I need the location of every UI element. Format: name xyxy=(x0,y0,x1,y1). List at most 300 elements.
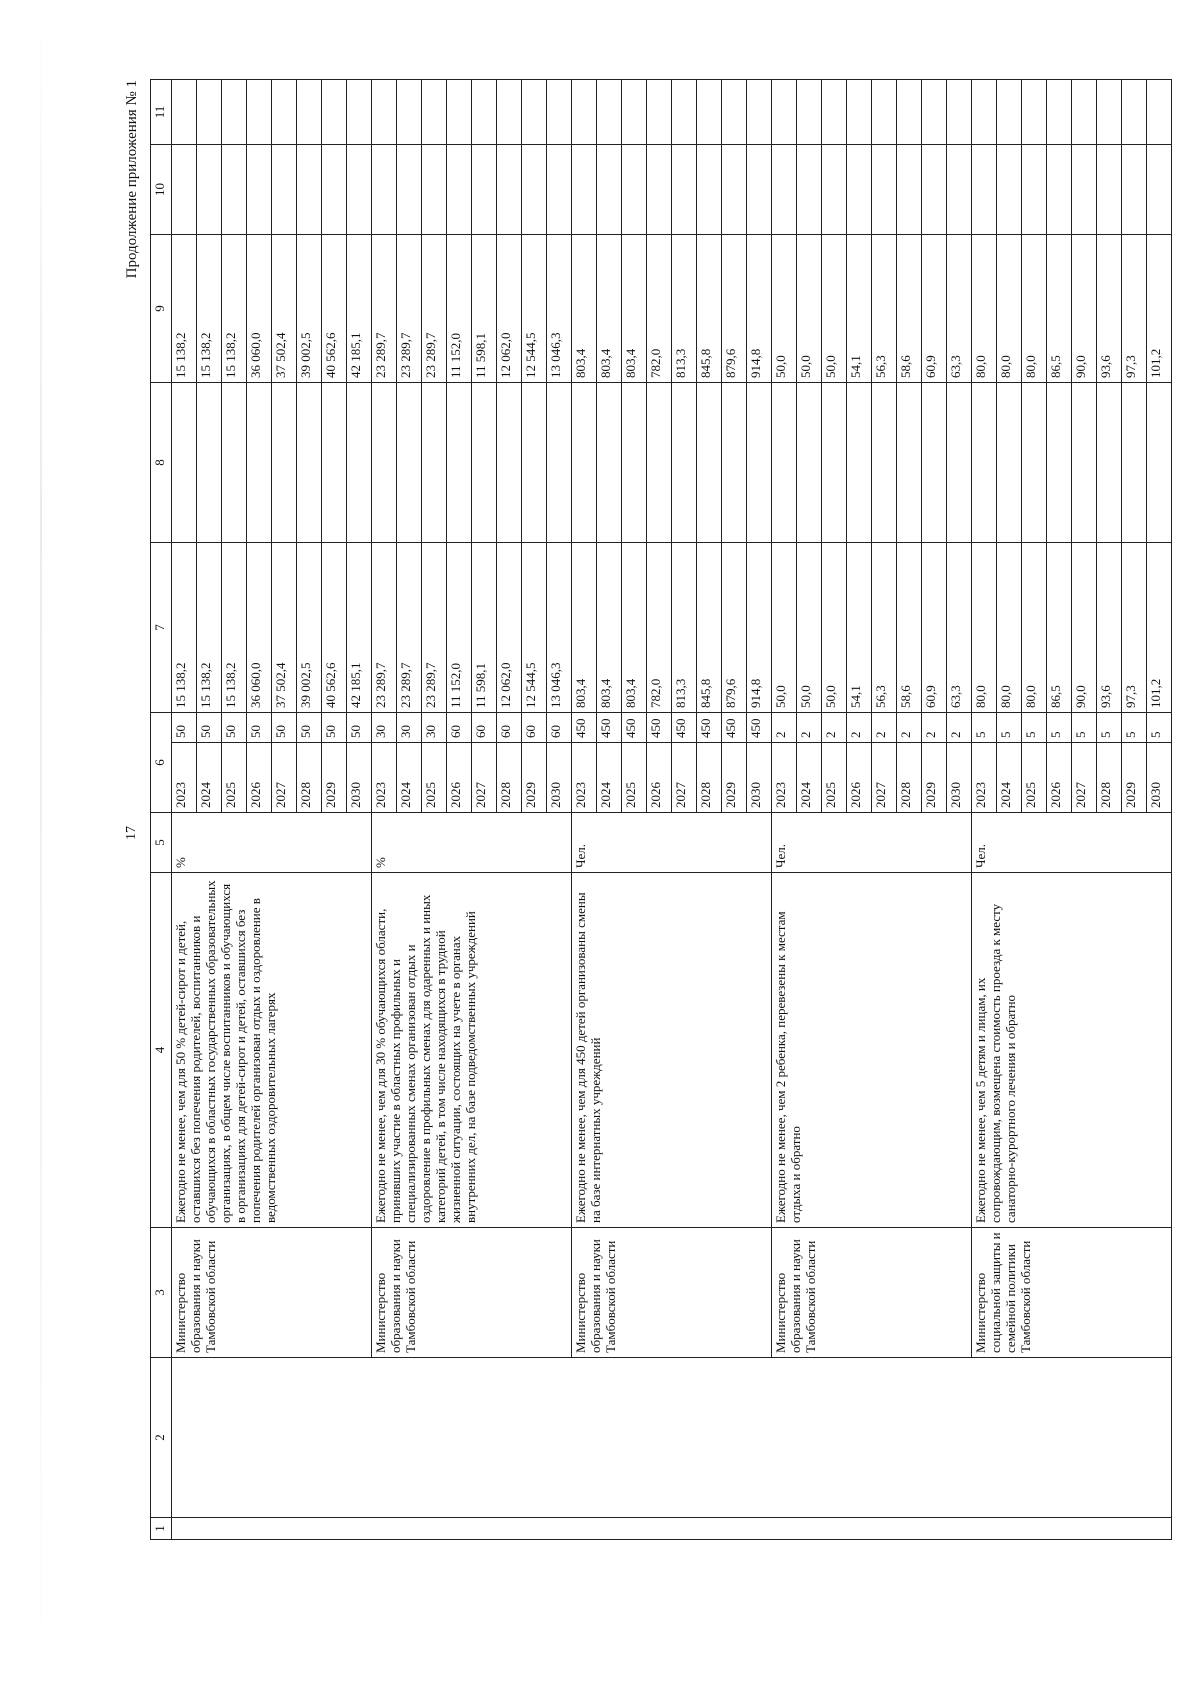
year-cell: 2030 xyxy=(1147,743,1172,813)
regional-funding-cell: 101,2 xyxy=(1147,235,1172,383)
regional-funding-cell: 40 562,6 xyxy=(322,235,347,383)
federal-funding-cell xyxy=(797,383,822,543)
target-value-cell: 2 xyxy=(772,713,797,743)
regional-funding-cell: 914,8 xyxy=(747,235,772,383)
other-funding-cell xyxy=(772,80,797,145)
target-value-cell: 50 xyxy=(197,713,222,743)
total-funding-cell: 80,0 xyxy=(972,543,997,713)
target-value-cell: 5 xyxy=(1097,713,1122,743)
federal-funding-cell xyxy=(372,383,397,543)
col-header-7: 7 xyxy=(151,543,172,713)
year-cell: 2026 xyxy=(847,743,872,813)
other-funding-cell xyxy=(322,80,347,145)
regional-funding-cell: 80,0 xyxy=(1022,235,1047,383)
federal-funding-cell xyxy=(697,383,722,543)
total-funding-cell: 11 152,0 xyxy=(447,543,472,713)
regional-funding-cell: 63,3 xyxy=(947,235,972,383)
total-funding-cell: 93,6 xyxy=(1097,543,1122,713)
col-header-4: 4 xyxy=(151,873,172,1228)
local-funding-cell xyxy=(972,145,997,235)
target-value-cell: 50 xyxy=(297,713,322,743)
regional-funding-cell: 50,0 xyxy=(772,235,797,383)
total-funding-cell: 56,3 xyxy=(872,543,897,713)
local-funding-cell xyxy=(472,145,497,235)
local-funding-cell xyxy=(647,145,672,235)
indicator-text: Ежегодно не менее, чем для 50 % детей-сирот и детей, оставшихся без попечения родителей, воспитанников и обучающихся в областных государственных образовательных организациях, в общем числе воспитанников и обучающихся в организациях для детей-сирот и детей, оставшихся без попечения родителей организован отдых и оздоровление в ведомственных оздоровительных лагерях xyxy=(172,873,372,1228)
local-funding-cell xyxy=(872,145,897,235)
regional-funding-cell: 23 289,7 xyxy=(422,235,447,383)
other-funding-cell xyxy=(172,80,197,145)
federal-funding-cell xyxy=(197,383,222,543)
other-funding-cell xyxy=(1122,80,1147,145)
target-value-cell: 60 xyxy=(497,713,522,743)
local-funding-cell xyxy=(547,145,572,235)
total-funding-cell: 63,3 xyxy=(947,543,972,713)
table-row xyxy=(372,80,397,1540)
indicator-text: Ежегодно не менее, чем 5 детям и лицам, их сопровождающим, возмещена стоимость проезда к месту санаторно-курортного лечения и обратно xyxy=(972,873,1172,1228)
target-value-cell: 2 xyxy=(822,713,847,743)
regional-funding-cell: 50,0 xyxy=(822,235,847,383)
regional-funding-cell: 37 502,4 xyxy=(272,235,297,383)
total-funding-cell: 36 060,0 xyxy=(247,543,272,713)
federal-funding-cell xyxy=(622,383,647,543)
total-funding-cell: 803,4 xyxy=(622,543,647,713)
year-cell: 2025 xyxy=(822,743,847,813)
other-funding-cell xyxy=(572,80,597,145)
responsible-org: Министерство социальной защиты и семейной политики Тамбовской области xyxy=(972,1228,1172,1358)
other-funding-cell xyxy=(222,80,247,145)
continuation-note: Продолжение приложения № 1 xyxy=(124,80,140,279)
total-funding-cell: 11 598,1 xyxy=(472,543,497,713)
year-cell: 2025 xyxy=(222,743,247,813)
local-funding-cell xyxy=(1147,145,1172,235)
target-value-cell: 30 xyxy=(422,713,447,743)
total-funding-cell: 40 562,6 xyxy=(322,543,347,713)
unit-cell: Чел. xyxy=(972,813,1172,873)
other-funding-cell xyxy=(922,80,947,145)
federal-funding-cell xyxy=(347,383,372,543)
year-cell: 2024 xyxy=(797,743,822,813)
col-header-8: 8 xyxy=(151,383,172,543)
regional-funding-cell: 60,9 xyxy=(922,235,947,383)
target-value-cell: 30 xyxy=(372,713,397,743)
regional-funding-cell: 803,4 xyxy=(572,235,597,383)
other-funding-cell xyxy=(247,80,272,145)
local-funding-cell xyxy=(497,145,522,235)
table-row xyxy=(572,80,597,1540)
federal-funding-cell xyxy=(447,383,472,543)
local-funding-cell xyxy=(297,145,322,235)
regional-funding-cell: 90,0 xyxy=(1072,235,1097,383)
federal-funding-cell xyxy=(847,383,872,543)
regional-funding-cell: 11 152,0 xyxy=(447,235,472,383)
header-row xyxy=(151,80,172,1540)
table-row xyxy=(772,80,797,1540)
year-cell: 2026 xyxy=(647,743,672,813)
year-cell: 2029 xyxy=(522,743,547,813)
regional-funding-cell: 15 138,2 xyxy=(172,235,197,383)
regional-funding-cell: 12 544,5 xyxy=(522,235,547,383)
total-funding-cell: 13 046,3 xyxy=(547,543,572,713)
target-value-cell: 2 xyxy=(872,713,897,743)
target-value-cell: 450 xyxy=(672,713,697,743)
target-value-cell: 2 xyxy=(797,713,822,743)
year-cell: 2023 xyxy=(372,743,397,813)
local-funding-cell xyxy=(422,145,447,235)
federal-funding-cell xyxy=(297,383,322,543)
other-funding-cell xyxy=(697,80,722,145)
regional-funding-cell: 50,0 xyxy=(797,235,822,383)
local-funding-cell xyxy=(997,145,1022,235)
year-cell: 2028 xyxy=(497,743,522,813)
regional-funding-cell: 86,5 xyxy=(1047,235,1072,383)
local-funding-cell xyxy=(947,145,972,235)
regional-funding-cell: 11 598,1 xyxy=(472,235,497,383)
responsible-org: Министерство образования и науки Тамбовской области xyxy=(172,1228,372,1358)
other-funding-cell xyxy=(447,80,472,145)
target-value-cell: 2 xyxy=(947,713,972,743)
federal-funding-cell xyxy=(947,383,972,543)
year-cell: 2029 xyxy=(722,743,747,813)
federal-funding-cell xyxy=(222,383,247,543)
federal-funding-cell xyxy=(872,383,897,543)
table-row xyxy=(972,80,997,1540)
year-cell: 2026 xyxy=(1047,743,1072,813)
table-row xyxy=(172,80,197,1540)
federal-funding-cell xyxy=(747,383,772,543)
year-cell: 2024 xyxy=(397,743,422,813)
year-cell: 2029 xyxy=(322,743,347,813)
target-value-cell: 450 xyxy=(597,713,622,743)
total-funding-cell: 914,8 xyxy=(747,543,772,713)
budget-table xyxy=(150,79,1172,1540)
total-funding-cell: 86,5 xyxy=(1047,543,1072,713)
federal-funding-cell xyxy=(672,383,697,543)
total-funding-cell: 97,3 xyxy=(1122,543,1147,713)
indicator-text: Ежегодно не менее, чем для 30 % обучающихся области, принявших участие в областных профильных и специализированных сменах организован отдых и оздоровление в профильных сменах для одаренных и иных категорий детей, в том числе находящихся в трудной жизненной ситуации, состоящих на учете в органах внутренних дел, на базе подведомственных учреждений xyxy=(372,873,572,1228)
local-funding-cell xyxy=(822,145,847,235)
local-funding-cell xyxy=(1022,145,1047,235)
other-funding-cell xyxy=(972,80,997,145)
scan-edge xyxy=(40,0,42,1697)
local-funding-cell xyxy=(522,145,547,235)
total-funding-cell: 23 289,7 xyxy=(397,543,422,713)
target-value-cell: 60 xyxy=(522,713,547,743)
year-cell: 2028 xyxy=(297,743,322,813)
page-number: 17 xyxy=(124,826,139,840)
local-funding-cell xyxy=(1047,145,1072,235)
local-funding-cell xyxy=(447,145,472,235)
other-funding-cell xyxy=(722,80,747,145)
target-value-cell: 60 xyxy=(547,713,572,743)
year-cell: 2028 xyxy=(697,743,722,813)
other-funding-cell xyxy=(897,80,922,145)
total-funding-cell: 803,4 xyxy=(572,543,597,713)
local-funding-cell xyxy=(1122,145,1147,235)
other-funding-cell xyxy=(597,80,622,145)
regional-funding-cell: 15 138,2 xyxy=(197,235,222,383)
total-funding-cell: 50,0 xyxy=(797,543,822,713)
total-funding-cell: 80,0 xyxy=(997,543,1022,713)
regional-funding-cell: 97,3 xyxy=(1122,235,1147,383)
regional-funding-cell: 845,8 xyxy=(697,235,722,383)
target-value-cell: 50 xyxy=(322,713,347,743)
other-funding-cell xyxy=(847,80,872,145)
year-cell: 2023 xyxy=(772,743,797,813)
local-funding-cell xyxy=(172,145,197,235)
target-value-cell: 450 xyxy=(572,713,597,743)
year-cell: 2027 xyxy=(272,743,297,813)
total-funding-cell: 15 138,2 xyxy=(197,543,222,713)
local-funding-cell xyxy=(222,145,247,235)
federal-funding-cell xyxy=(922,383,947,543)
target-value-cell: 2 xyxy=(922,713,947,743)
year-cell: 2030 xyxy=(547,743,572,813)
other-funding-cell xyxy=(397,80,422,145)
target-value-cell: 2 xyxy=(847,713,872,743)
federal-funding-cell xyxy=(972,383,997,543)
col-header-11: 11 xyxy=(151,80,172,145)
federal-funding-cell xyxy=(272,383,297,543)
year-cell: 2029 xyxy=(922,743,947,813)
target-value-cell: 30 xyxy=(397,713,422,743)
federal-funding-cell xyxy=(647,383,672,543)
col-header-5: 5 xyxy=(151,813,172,873)
rotated-sheet xyxy=(124,80,1163,1540)
unit-cell: Чел. xyxy=(572,813,772,873)
total-funding-cell: 15 138,2 xyxy=(172,543,197,713)
unit-cell: Чел. xyxy=(772,813,972,873)
local-funding-cell xyxy=(847,145,872,235)
total-funding-cell: 23 289,7 xyxy=(422,543,447,713)
local-funding-cell xyxy=(272,145,297,235)
total-funding-cell: 813,3 xyxy=(672,543,697,713)
federal-funding-cell xyxy=(472,383,497,543)
total-funding-cell: 60,9 xyxy=(922,543,947,713)
federal-funding-cell xyxy=(397,383,422,543)
target-value-cell: 5 xyxy=(1047,713,1072,743)
target-value-cell: 50 xyxy=(222,713,247,743)
col-header-1: 1 xyxy=(151,1518,172,1540)
regional-funding-cell: 803,4 xyxy=(622,235,647,383)
total-funding-cell: 879,6 xyxy=(722,543,747,713)
local-funding-cell xyxy=(1072,145,1097,235)
target-value-cell: 5 xyxy=(997,713,1022,743)
responsible-org: Министерство образования и науки Тамбовской области xyxy=(572,1228,772,1358)
regional-funding-cell: 56,3 xyxy=(872,235,897,383)
year-cell: 2025 xyxy=(422,743,447,813)
year-cell: 2023 xyxy=(572,743,597,813)
target-value-cell: 50 xyxy=(272,713,297,743)
regional-funding-cell: 42 185,1 xyxy=(347,235,372,383)
unit-cell: % xyxy=(372,813,572,873)
total-funding-cell: 101,2 xyxy=(1147,543,1172,713)
federal-funding-cell xyxy=(547,383,572,543)
federal-funding-cell xyxy=(1047,383,1072,543)
year-cell: 2030 xyxy=(747,743,772,813)
other-funding-cell xyxy=(672,80,697,145)
target-value-cell: 2 xyxy=(897,713,922,743)
federal-funding-cell xyxy=(722,383,747,543)
target-value-cell: 60 xyxy=(472,713,497,743)
other-funding-cell xyxy=(522,80,547,145)
year-cell: 2025 xyxy=(1022,743,1047,813)
target-value-cell: 450 xyxy=(747,713,772,743)
year-cell: 2029 xyxy=(1122,743,1147,813)
total-funding-cell: 12 544,5 xyxy=(522,543,547,713)
responsible-org: Министерство образования и науки Тамбовской области xyxy=(772,1228,972,1358)
regional-funding-cell: 803,4 xyxy=(597,235,622,383)
responsible-org: Министерство образования и науки Тамбовской области xyxy=(372,1228,572,1358)
target-value-cell: 50 xyxy=(172,713,197,743)
year-cell: 2027 xyxy=(672,743,697,813)
col1-cell xyxy=(172,1518,1172,1540)
year-cell: 2024 xyxy=(597,743,622,813)
total-funding-cell: 58,6 xyxy=(897,543,922,713)
total-funding-cell: 782,0 xyxy=(647,543,672,713)
col-header-3: 3 xyxy=(151,1228,172,1358)
other-funding-cell xyxy=(1047,80,1072,145)
federal-funding-cell xyxy=(772,383,797,543)
local-funding-cell xyxy=(597,145,622,235)
target-value-cell: 5 xyxy=(972,713,997,743)
other-funding-cell xyxy=(372,80,397,145)
regional-funding-cell: 54,1 xyxy=(847,235,872,383)
local-funding-cell xyxy=(797,145,822,235)
col-header-9: 9 xyxy=(151,235,172,383)
federal-funding-cell xyxy=(897,383,922,543)
regional-funding-cell: 36 060,0 xyxy=(247,235,272,383)
local-funding-cell xyxy=(197,145,222,235)
other-funding-cell xyxy=(472,80,497,145)
local-funding-cell xyxy=(897,145,922,235)
total-funding-cell: 15 138,2 xyxy=(222,543,247,713)
regional-funding-cell: 13 046,3 xyxy=(547,235,572,383)
year-cell: 2026 xyxy=(447,743,472,813)
other-funding-cell xyxy=(1097,80,1122,145)
federal-funding-cell xyxy=(422,383,447,543)
other-funding-cell xyxy=(272,80,297,145)
other-funding-cell xyxy=(647,80,672,145)
total-funding-cell: 845,8 xyxy=(697,543,722,713)
regional-funding-cell: 80,0 xyxy=(997,235,1022,383)
year-cell: 2027 xyxy=(872,743,897,813)
target-value-cell: 50 xyxy=(247,713,272,743)
year-cell: 2030 xyxy=(347,743,372,813)
other-funding-cell xyxy=(422,80,447,145)
federal-funding-cell xyxy=(247,383,272,543)
col-header-6: 6 xyxy=(151,713,172,813)
federal-funding-cell xyxy=(497,383,522,543)
indicator-text: Ежегодно не менее, чем для 450 детей организованы смены на базе интернатных учреждений xyxy=(572,873,772,1228)
federal-funding-cell xyxy=(1147,383,1172,543)
target-value-cell: 450 xyxy=(647,713,672,743)
other-funding-cell xyxy=(1147,80,1172,145)
local-funding-cell xyxy=(1097,145,1122,235)
federal-funding-cell xyxy=(172,383,197,543)
year-cell: 2028 xyxy=(1097,743,1122,813)
col2-cell xyxy=(172,1358,1172,1518)
other-funding-cell xyxy=(1072,80,1097,145)
local-funding-cell xyxy=(922,145,947,235)
local-funding-cell xyxy=(672,145,697,235)
local-funding-cell xyxy=(397,145,422,235)
regional-funding-cell: 813,3 xyxy=(672,235,697,383)
regional-funding-cell: 80,0 xyxy=(972,235,997,383)
local-funding-cell xyxy=(372,145,397,235)
regional-funding-cell: 23 289,7 xyxy=(397,235,422,383)
year-cell: 2027 xyxy=(472,743,497,813)
local-funding-cell xyxy=(322,145,347,235)
year-cell: 2024 xyxy=(997,743,1022,813)
federal-funding-cell xyxy=(1122,383,1147,543)
col-header-10: 10 xyxy=(151,145,172,235)
other-funding-cell xyxy=(747,80,772,145)
target-value-cell: 5 xyxy=(1022,713,1047,743)
target-value-cell: 5 xyxy=(1122,713,1147,743)
regional-funding-cell: 879,6 xyxy=(722,235,747,383)
federal-funding-cell xyxy=(1022,383,1047,543)
other-funding-cell xyxy=(822,80,847,145)
federal-funding-cell xyxy=(522,383,547,543)
total-funding-cell: 39 002,5 xyxy=(297,543,322,713)
target-value-cell: 50 xyxy=(347,713,372,743)
year-cell: 2030 xyxy=(947,743,972,813)
local-funding-cell xyxy=(722,145,747,235)
regional-funding-cell: 58,6 xyxy=(897,235,922,383)
other-funding-cell xyxy=(197,80,222,145)
regional-funding-cell: 782,0 xyxy=(647,235,672,383)
unit-cell: % xyxy=(172,813,372,873)
federal-funding-cell xyxy=(322,383,347,543)
year-cell: 2023 xyxy=(972,743,997,813)
local-funding-cell xyxy=(247,145,272,235)
federal-funding-cell xyxy=(997,383,1022,543)
year-cell: 2023 xyxy=(172,743,197,813)
total-funding-cell: 50,0 xyxy=(822,543,847,713)
total-funding-cell: 23 289,7 xyxy=(372,543,397,713)
federal-funding-cell xyxy=(572,383,597,543)
target-value-cell: 60 xyxy=(447,713,472,743)
total-funding-cell: 80,0 xyxy=(1022,543,1047,713)
regional-funding-cell: 39 002,5 xyxy=(297,235,322,383)
target-value-cell: 5 xyxy=(1147,713,1172,743)
other-funding-cell xyxy=(1022,80,1047,145)
federal-funding-cell xyxy=(822,383,847,543)
year-cell: 2028 xyxy=(897,743,922,813)
other-funding-cell xyxy=(547,80,572,145)
other-funding-cell xyxy=(622,80,647,145)
local-funding-cell xyxy=(772,145,797,235)
other-funding-cell xyxy=(997,80,1022,145)
other-funding-cell xyxy=(297,80,322,145)
local-funding-cell xyxy=(347,145,372,235)
other-funding-cell xyxy=(872,80,897,145)
total-funding-cell: 54,1 xyxy=(847,543,872,713)
year-cell: 2026 xyxy=(247,743,272,813)
total-funding-cell: 90,0 xyxy=(1072,543,1097,713)
local-funding-cell xyxy=(622,145,647,235)
federal-funding-cell xyxy=(597,383,622,543)
total-funding-cell: 12 062,0 xyxy=(497,543,522,713)
total-funding-cell: 42 185,1 xyxy=(347,543,372,713)
col-header-2: 2 xyxy=(151,1358,172,1518)
regional-funding-cell: 15 138,2 xyxy=(222,235,247,383)
indicator-text: Ежегодно не менее, чем 2 ребенка, перевезены к местам отдыха и обратно xyxy=(772,873,972,1228)
federal-funding-cell xyxy=(1097,383,1122,543)
target-value-cell: 450 xyxy=(697,713,722,743)
local-funding-cell xyxy=(697,145,722,235)
